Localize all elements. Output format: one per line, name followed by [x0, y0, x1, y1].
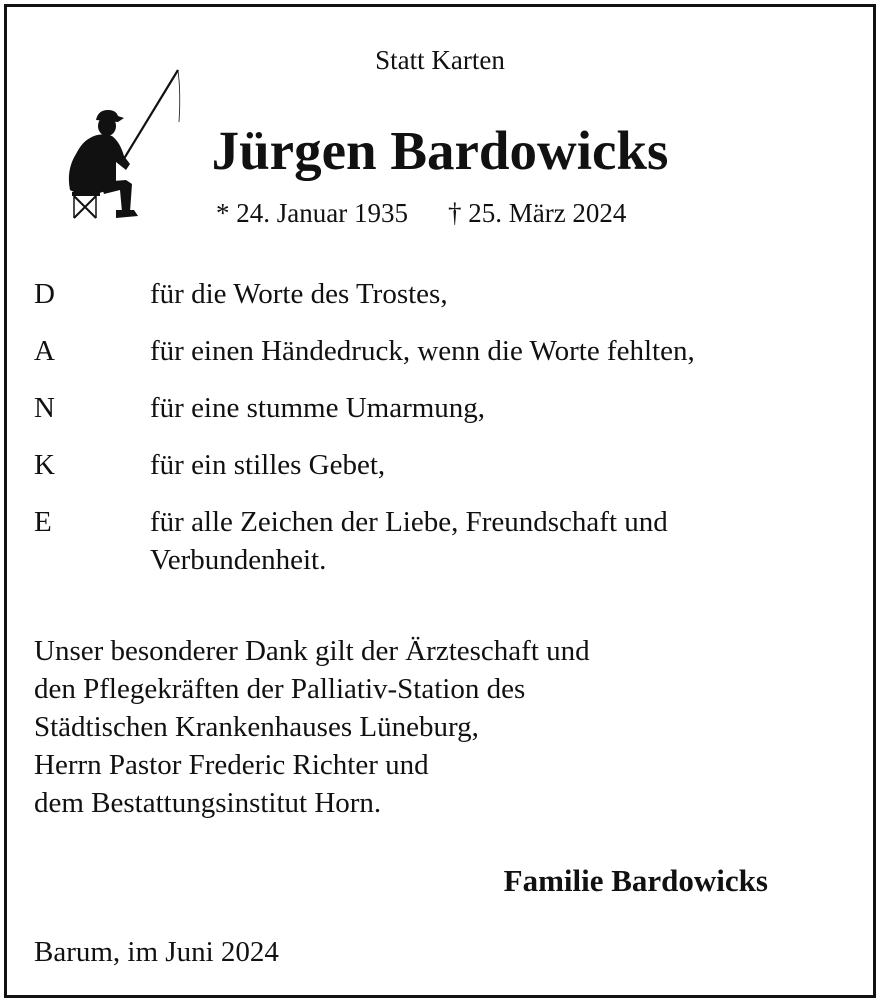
statt-karten-label: Statt Karten [375, 45, 505, 75]
thanks-line: Unser besonderer Dank gilt der Ärzteschaft und [34, 635, 590, 667]
danke-letter: N [34, 392, 55, 424]
death-date: † 25. März 2024 [447, 198, 627, 228]
birth-date: * 24. Januar 1935 [216, 198, 408, 228]
place-and-date: Barum, im Juni 2024 [34, 936, 279, 968]
danke-text: Verbundenheit. [150, 544, 327, 576]
danke-letter: E [34, 506, 52, 538]
thanks-paragraph [34, 632, 590, 822]
danke-text: für einen Händedruck, wenn die Worte fehlten, [150, 335, 695, 367]
danke-text: für eine stumme Umarmung, [150, 392, 486, 424]
deceased-name: Jürgen Bardowicks [211, 120, 669, 181]
thanks-line: Städtischen Krankenhauses Lüneburg, [34, 711, 479, 743]
life-dates [216, 196, 626, 230]
danke-text: für alle Zeichen der Liebe, Freundschaft und [150, 506, 668, 538]
thanks-line: Herrn Pastor Frederic Richter und [34, 749, 429, 781]
danke-text: für ein stilles Gebet, [150, 449, 386, 481]
thanks-line: dem Bestattungsinstitut Horn. [34, 787, 382, 819]
thanks-line: den Pflegekräften der Palliativ-Station des [34, 673, 526, 705]
danke-letter: K [34, 449, 55, 481]
danke-letter: A [34, 335, 55, 367]
family-signature: Familie Bardowicks [503, 863, 768, 898]
danke-letter: D [34, 278, 55, 310]
danke-text: für die Worte des Trostes, [150, 278, 448, 310]
